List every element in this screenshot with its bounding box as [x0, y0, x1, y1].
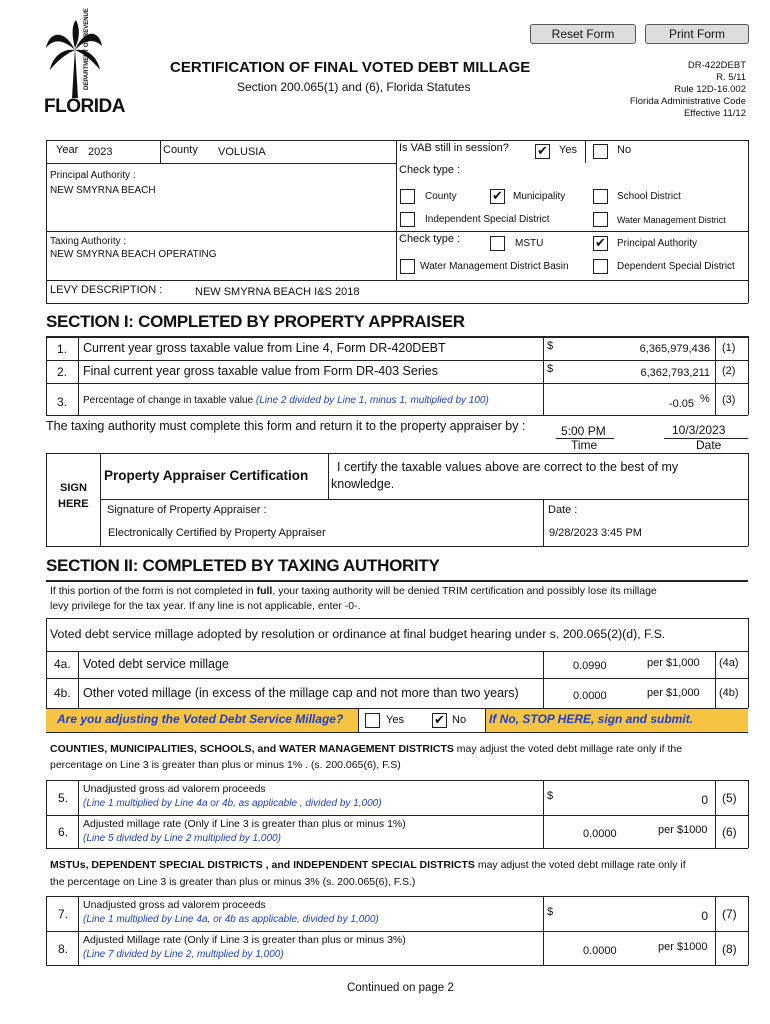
year-label: Year [56, 144, 79, 156]
check-type-label: Check type : [399, 164, 461, 176]
line-8-code: (8) [722, 942, 737, 956]
line-6-number: 6. [58, 825, 69, 839]
here-label: HERE [58, 498, 89, 510]
warning-text-a: If this portion of the form is not completed in [50, 585, 257, 597]
mstu-checkbox[interactable] [490, 236, 505, 251]
vab-yes-checkbox[interactable]: ✔ [535, 144, 550, 159]
adjust-no-checkbox[interactable]: ✔ [432, 713, 447, 728]
line-8-value[interactable]: 0.0000 [583, 945, 617, 957]
section-2-warning [50, 584, 750, 614]
vab-yes-label: Yes [559, 144, 577, 156]
certification-text-1: I certify the taxable values above are correct to the best of my [337, 460, 679, 474]
section-2-title: SECTION II: COMPLETED BY TAXING AUTHORITY [46, 556, 440, 575]
form-admin-code: Florida Administrative Code [629, 96, 746, 107]
adjust-yes-label: Yes [386, 714, 404, 726]
check-type-label-2: Check type : [399, 233, 461, 245]
school-district-checkbox[interactable] [593, 189, 608, 204]
warning-text-c: , your taxing authority will be denied TRIM certification and possibly lose its millage [272, 585, 657, 597]
line-6-value[interactable]: 0.0000 [583, 828, 617, 840]
line-7-instruction: (Line 1 multiplied by Line 4a, or 4b as applicable, divided by 1,000) [83, 914, 379, 925]
line-5-number: 5. [58, 791, 69, 805]
line-7-code: (7) [722, 907, 737, 921]
line-3-code: (3) [722, 394, 736, 406]
return-date[interactable]: 10/3/2023 [672, 423, 726, 437]
line-6-label: Adjusted millage rate (Only if Line 3 is greater than plus or minus 1%) [83, 818, 406, 830]
form-effective: Effective 11/12 [684, 108, 746, 119]
line-1-value[interactable]: 6,365,979,436 [639, 343, 710, 355]
adjust-question: Are you adjusting the Voted Debt Service Millage? [57, 712, 344, 726]
principal-authority-label: Principal Authority : [50, 170, 136, 181]
line-3-percent: % [700, 393, 710, 405]
form-code: DR-422DEBT [687, 60, 746, 71]
form-subtitle: Section 200.065(1) and (6), Florida Statutes [237, 80, 471, 94]
line-5-label: Unadjusted gross ad valorem proceeds [83, 783, 266, 795]
line-4a-unit: per $1,000 [647, 657, 700, 669]
wmd-label: Water Management District [617, 215, 726, 225]
form-rule: Rule 12D-16.002 [674, 84, 746, 95]
certification-title: Property Appraiser Certification [104, 468, 309, 483]
sign-date-label: Date : [548, 504, 578, 516]
warning-text-full: full [256, 585, 273, 597]
line-1-code: (1) [722, 342, 736, 354]
county-value[interactable]: VOLUSIA [218, 146, 266, 158]
line-2-number: 2. [57, 365, 68, 379]
line-5-code: (5) [722, 791, 737, 805]
line-7-dollar: $ [547, 906, 554, 918]
line-8-instruction: (Line 7 divided by Line 2, multiplied by 1,000) [83, 949, 284, 960]
florida-wordmark: FLORIDA [44, 96, 125, 117]
line-1-dollar: $ [547, 340, 554, 352]
dept-of-revenue-label: DEPARTMENT OF REVENUE [84, 8, 90, 90]
section-1-title: SECTION I: COMPLETED BY PROPERTY APPRAISER [46, 312, 465, 331]
line-4a-number: 4a. [54, 657, 71, 671]
line-4a-code: (4a) [719, 657, 739, 669]
line-8-unit: per $1000 [658, 941, 708, 953]
dependent-district-checkbox[interactable] [593, 259, 608, 274]
reset-form-button[interactable]: Reset Form [530, 24, 636, 44]
line-7-label: Unadjusted gross ad valorem proceeds [83, 899, 266, 911]
mstu-line-1 [50, 857, 750, 874]
dependent-district-label: Dependent Special District [617, 261, 735, 272]
time-label: Time [571, 438, 598, 452]
adjust-stop-text: If No, STOP HERE, sign and submit. [489, 712, 694, 726]
warning-line-1 [50, 584, 750, 599]
warning-line-2: levy privilege for the tax year. If any line is not applicable, enter -0-. [50, 600, 361, 612]
continued-footer: Continued on page 2 [347, 982, 454, 994]
taxing-authority-value[interactable]: NEW SMYRNA BEACH OPERATING [50, 249, 217, 260]
form-title: CERTIFICATION OF FINAL VOTED DEBT MILLAGE [170, 59, 531, 76]
line-1-number: 1. [57, 342, 68, 356]
line-7-number: 7. [58, 907, 69, 921]
line-4b-code: (4b) [719, 687, 739, 699]
counties-paragraph [50, 741, 750, 773]
line-1-label: Current year gross taxable value from Line 4, Form DR-420DEBT [83, 341, 446, 355]
line-2-code: (2) [722, 365, 736, 377]
vab-no-checkbox[interactable] [593, 144, 608, 159]
line-4b-label: Other voted millage (in excess of the millage cap and not more than two years) [83, 686, 519, 700]
voted-millage-heading: Voted debt service millage adopted by resolution or ordinance at final budget hearing under s. 200.065(2)(d), F.S. [50, 627, 666, 641]
line-7-value[interactable]: 0 [701, 909, 708, 923]
mstu-bold: MSTUs, DEPENDENT SPECIAL DISTRICTS , and INDEPENDENT SPECIAL DISTRICTS [50, 859, 475, 871]
counties-bold: COUNTIES, MUNICIPALITIES, SCHOOLS, and WATER MANAGEMENT DISTRICTS [50, 743, 454, 755]
line-6-unit: per $1000 [658, 824, 708, 836]
mstu-line-2: the percentage on Line 3 is greater than plus or minus 3% (s. 200.065(6), F.S.) [50, 876, 416, 888]
line-4b-value[interactable]: 0.0000 [573, 690, 607, 702]
independent-district-label: Independent Special District [425, 214, 550, 225]
form-codes [630, 60, 746, 120]
signature-date-value[interactable]: 9/28/2023 3:45 PM [549, 527, 642, 539]
county-checkbox[interactable] [400, 189, 415, 204]
municipality-checkbox[interactable]: ✔ [490, 189, 505, 204]
form-revision: R. 5/11 [716, 72, 746, 83]
line-4a-label: Voted debt service millage [83, 657, 229, 671]
principal-authority-checkbox[interactable]: ✔ [593, 236, 608, 251]
return-instruction: The taxing authority must complete this form and return it to the property appraiser by : [46, 419, 526, 433]
year-value[interactable]: 2023 [88, 146, 113, 158]
levy-description-label: LEVY DESCRIPTION : [50, 284, 163, 296]
county-label: County [163, 144, 198, 156]
principal-authority-value[interactable]: NEW SMYRNA BEACH [50, 185, 156, 196]
independent-district-checkbox[interactable] [400, 212, 415, 227]
line-3-number: 3. [57, 395, 68, 409]
line-2-value[interactable]: 6,362,793,211 [640, 367, 710, 379]
counties-line-1 [50, 741, 750, 757]
wmd-basin-checkbox[interactable] [400, 259, 415, 274]
line-4b-number: 4b. [54, 686, 71, 700]
line-3-value[interactable]: -0.05 [668, 398, 694, 410]
return-time[interactable]: 5:00 PM [561, 424, 606, 438]
mstu-paragraph [50, 857, 750, 891]
counties-line-2: percentage on Line 3 is greater than plus or minus 1% . (s. 200.065(6), F.S) [50, 759, 401, 771]
county-option-label: County [425, 191, 457, 202]
line-5-dollar: $ [547, 790, 554, 802]
wmd-checkbox[interactable] [593, 212, 608, 227]
line-3-instruction: (Line 2 divided by Line 1, minus 1, multiplied by 100) [255, 395, 489, 406]
print-form-button[interactable]: Print Form [645, 24, 749, 44]
line-5-instruction: (Line 1 multiplied by Line 4a or 4b, as applicable , divided by 1,000) [83, 798, 382, 809]
line-6-code: (6) [722, 825, 737, 839]
wmd-basin-label: Water Management District Basin [420, 261, 569, 272]
taxing-authority-label: Taxing Authority : [50, 236, 127, 247]
adjust-yes-checkbox[interactable] [365, 713, 380, 728]
date-label: Date [696, 438, 722, 452]
mstu-text: may adjust the voted debt millage rate only if [474, 859, 686, 871]
line-8-label: Adjusted Millage rate (Only if Line 3 is greater than plus or minus 3%) [83, 934, 406, 946]
line-3-label [83, 395, 489, 406]
vab-question: Is VAB still in session? [399, 142, 509, 154]
line-8-number: 8. [58, 942, 69, 956]
certification-text-2: knowledge. [331, 477, 395, 491]
municipality-label: Municipality [513, 191, 566, 202]
line-5-value[interactable]: 0 [701, 793, 708, 807]
line-2-label: Final current year gross taxable value from Form DR-403 Series [83, 364, 438, 378]
signature-label: Signature of Property Appraiser : [107, 504, 267, 516]
sign-label: SIGN [60, 482, 87, 494]
levy-description-value[interactable]: NEW SMYRNA BEACH I&S 2018 [195, 286, 360, 298]
line-3-text: Percentage of change in taxable value [83, 395, 254, 406]
school-district-label: School District [617, 191, 681, 202]
palm-tree-icon [44, 18, 104, 98]
mstu-label: MSTU [515, 238, 544, 249]
signature-value[interactable]: Electronically Certified by Property Appraiser [108, 527, 326, 539]
counties-text: may adjust the voted debt millage rate only if the [453, 743, 683, 755]
line-2-dollar: $ [547, 363, 554, 375]
florida-dor-logo [44, 8, 125, 118]
adjust-no-label: No [452, 714, 467, 726]
vab-no-label: No [617, 144, 632, 156]
line-6-instruction: (Line 5 divided by Line 2 multiplied by 1,000) [83, 833, 281, 844]
line-4a-value[interactable]: 0.0990 [573, 660, 607, 672]
line-4b-unit: per $1,000 [647, 687, 700, 699]
principal-authority-option: Principal Authority [617, 238, 698, 249]
